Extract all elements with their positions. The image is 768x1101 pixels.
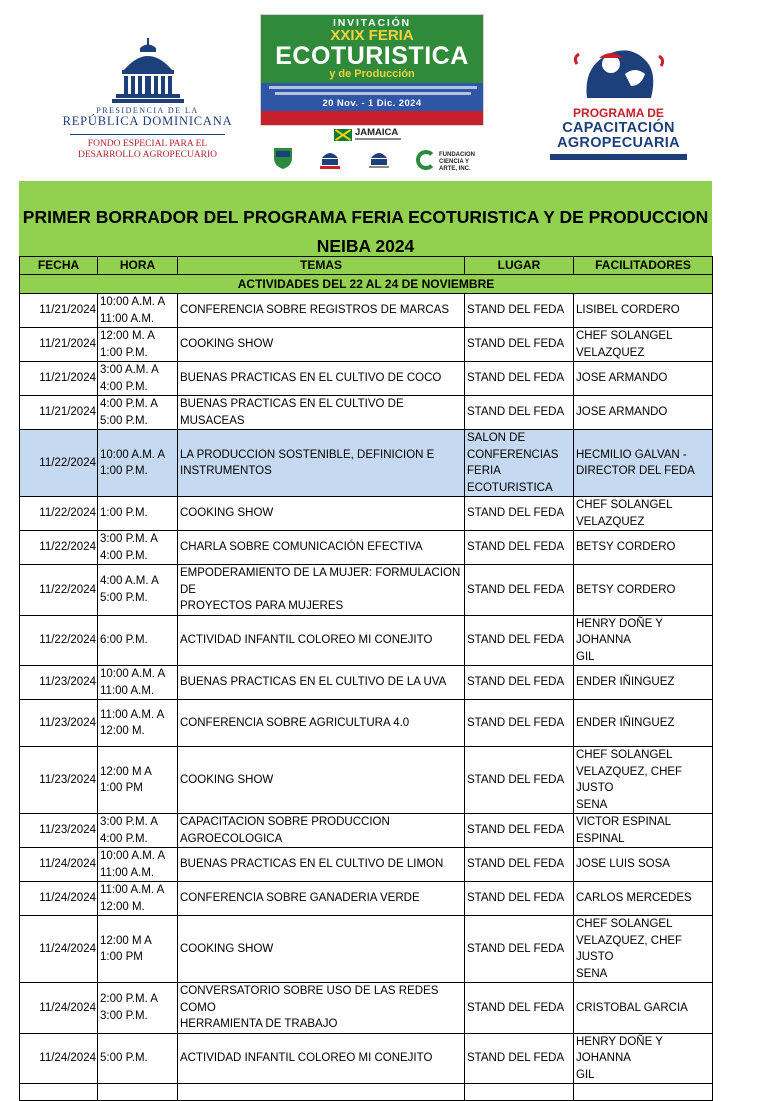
cell-tema [178,747,465,814]
cell-tema-line: CAPACITACION SOBRE PRODUCCION AGROECOLOGICA [180,816,390,845]
table-row [20,1033,713,1084]
cell-lugar-line: STAND DEL FEDA [467,1052,565,1064]
cell-facilitadores [574,294,713,328]
cell-hora-line: 12:00 M. [100,725,145,737]
logo-underline [550,154,687,160]
cell-hora-line: 3:00 P.M. [100,1009,148,1022]
cell-hora-line: 10:00 A.M. A [100,668,166,680]
cell-hora-line: 1:00 P.M. [100,346,148,359]
cell-tema [178,294,465,328]
cell-tema-line: CONFERENCIA SOBRE AGRICULTURA 4.0 [180,716,410,729]
desarrollo-label: DESARROLLO AGROPECUARIO [77,150,218,161]
cell-facilitadores-line: SENA [576,967,608,980]
capacitacion-label: CAPACITACIÓN [562,119,675,136]
cell-hora-line: 11:00 A.M. A [100,884,165,896]
agropecuaria-label: AGROPECUARIA [557,135,680,152]
cell-hora [98,497,178,531]
banner-invitation: INVITACIÓN [333,17,411,29]
cell-hora-line: 5:00 P.M. [100,1052,148,1064]
table-row [20,430,713,497]
cell-lugar [465,497,574,531]
cell-facilitadores-line: SENA [576,798,608,811]
title-line-1: PRIMER BORRADOR DEL PROGRAMA FERIA ECOTURISTICA Y DE PRODUCCION [22,207,709,227]
cell-lugar-line: CONFERENCIAS [467,448,559,461]
palace-dome-icon [110,36,186,104]
cell-hora [98,328,178,362]
cell-lugar-line: FERIA ECOTURISTICA [467,465,553,494]
cell-facilitadores [574,362,713,396]
fundacion-logo: FUNDACION CIENCIA Y ARTE, INC. [416,150,478,172]
cell-hora-line: 2:00 P.M. A [100,993,158,1006]
cell-tema-line: BUENAS PRACTICAS EN EL CULTIVO DE MUSACEAS [180,398,404,427]
cell-hora [98,700,178,747]
cell-facilitadores-line: CHEF SOLANGEL [576,918,673,930]
cell-lugar-line: STAND DEL FEDA [467,892,565,905]
table-row [20,814,713,848]
cell-facilitadores-line: JOSE ARMANDO [576,372,668,385]
col-facilitadores: FACILITADORES [574,257,713,275]
cell-hora-line: 4:00 P.M. [100,549,148,562]
cell-lugar [465,814,574,848]
cell-hora-line: 10:00 A.M. A [100,850,166,862]
cell-hora [98,565,178,616]
cell-lugar [465,848,574,882]
cell-facilitadores [574,882,713,916]
cell-fecha: 11/23/2024 [20,814,98,848]
banner-info-strip [261,83,483,113]
cell-facilitadores-line: VELAZQUEZ, CHEF JUSTO [576,765,683,794]
cell-hora [98,396,178,430]
programa-label: PROGRAMA DE [573,106,664,120]
cell-lugar-line: STAND DEL FEDA [467,824,565,837]
empty-cell [98,1084,178,1101]
cell-facilitadores-line: CHEF SOLANGEL [576,499,673,511]
cell-fecha: 11/23/2024 [20,747,98,814]
cell-lugar-line: STAND DEL FEDA [467,304,565,317]
program-table [19,256,713,1101]
table-row [20,531,713,565]
cell-lugar [465,916,574,983]
cell-lugar-line: STAND DEL FEDA [467,1001,565,1014]
cell-hora [98,916,178,983]
cell-facilitadores-line: CRISTOBAL GARCIA [576,1001,688,1014]
cell-facilitadores [574,814,713,848]
cell-lugar [465,565,574,616]
cell-hora [98,615,178,666]
cell-hora-line: 1:00 PM [100,951,143,963]
table-row [20,700,713,747]
cell-tema [178,983,465,1034]
cell-tema-line: COOKING SHOW [180,507,274,520]
table-row [20,848,713,882]
sponsor-palace-icon-1 [318,146,342,170]
programa-capacitacion-logo [546,44,691,164]
sponsor-shield-icon [272,146,294,170]
cell-facilitadores-line: GIL [576,1068,595,1081]
cell-lugar-line: STAND DEL FEDA [467,541,565,554]
cell-hora-line: 11:00 A.M. A [100,708,165,721]
cell-tema-line: BUENAS PRACTICAS EN EL CULTIVO DE LA UVA [180,676,447,689]
table-row [20,615,713,666]
cell-facilitadores [574,430,713,497]
cell-lugar [465,362,574,396]
cell-facilitadores-line: CHEF SOLANGEL [576,749,673,761]
cell-facilitadores-line: ENDER IÑINGUEZ [576,716,675,729]
cell-facilitadores-line: JOSE ARMANDO [576,406,668,419]
cell-facilitadores-line: BETSY CORDERO [576,583,676,596]
cell-tema-line: CONFERENCIA SOBRE GANADERIA VERDE [180,892,420,905]
cell-hora-line: 1:00 P.M. [100,465,148,477]
table-row [20,565,713,616]
cell-facilitadores-line: HECMILIO GALVAN - [576,448,687,461]
cell-lugar-line: STAND DEL FEDA [467,583,565,596]
cell-hora-line: 5:00 P.M. [100,414,148,427]
cell-facilitadores-line: VICTOR ESPINAL ESPINAL [576,816,671,845]
cell-lugar [465,430,574,497]
sponsor-palace-icon-2 [367,146,391,170]
fondo-label: FONDO ESPECIAL PARA EL [87,138,208,149]
cell-fecha: 11/22/2024 [20,615,98,666]
cell-facilitadores-line: GIL [576,650,595,663]
banner-name: ECOTURISTICA [275,42,469,70]
cell-tema-line: BUENAS PRACTICAS EN EL CULTIVO DE LIMON [180,858,444,871]
section-row [20,275,713,294]
cell-facilitadores-line: VELAZQUEZ, CHEF JUSTO [576,934,683,963]
cell-fecha: 11/21/2024 [20,362,98,396]
col-hora: HORA [98,257,178,275]
cell-lugar [465,666,574,700]
cell-facilitadores [574,396,713,430]
cell-facilitadores [574,700,713,747]
cell-tema-line: COOKING SHOW [180,338,274,351]
cell-lugar-line: SALON DE [467,432,526,444]
cell-tema-line: COOKING SHOW [180,942,274,955]
cell-lugar-line: STAND DEL FEDA [467,507,565,520]
cell-tema [178,497,465,531]
fundacion-c-icon [416,150,436,170]
table-row [20,396,713,430]
cell-tema-line: ACTIVIDAD INFANTIL COLOREO MI CONEJITO [180,1052,433,1064]
cell-tema [178,565,465,616]
document-title [19,181,712,256]
cell-tema-line: COOKING SHOW [180,773,274,786]
cell-tema-line: INSTRUMENTOS [180,465,272,477]
cell-tema [178,916,465,983]
cell-facilitadores-line: LISIBEL CORDERO [576,304,680,317]
cell-hora-line: 11:00 A.M. [100,866,155,879]
logo-divider [70,134,225,135]
cell-hora-line: 4:00 P.M. [100,380,148,393]
empty-cell [574,1084,713,1101]
cell-lugar [465,983,574,1034]
table-row [20,362,713,396]
republica-label: REPÚBLICA DOMINICANA [62,114,233,128]
cell-hora [98,531,178,565]
cell-facilitadores-line: DIRECTOR DEL FEDA [576,465,695,477]
cell-fecha: 11/21/2024 [20,328,98,362]
cell-facilitadores [574,916,713,983]
cell-facilitadores-line: VELAZQUEZ [576,346,645,359]
presidencia-label: PRESIDENCIA DE LA [96,106,199,115]
cell-facilitadores [574,1033,713,1084]
cell-hora-line: 12:00 M A [100,934,152,947]
cell-facilitadores [574,983,713,1034]
cell-lugar [465,615,574,666]
cell-fecha: 11/21/2024 [20,396,98,430]
table-row [20,666,713,700]
cell-lugar-line: STAND DEL FEDA [467,406,565,419]
cell-tema [178,430,465,497]
cell-facilitadores [574,615,713,666]
cell-hora [98,1033,178,1084]
cell-fecha: 11/22/2024 [20,531,98,565]
empty-cell [465,1084,574,1101]
cell-tema-line: ACTIVIDAD INFANTIL COLOREO MI CONEJITO [180,634,433,646]
cell-hora-line: 5:00 P.M. [100,591,148,604]
section-label: ACTIVIDADES DEL 22 AL 24 DE NOVIEMBRE [20,275,713,294]
cell-fecha: 11/24/2024 [20,916,98,983]
cell-lugar-line: STAND DEL FEDA [467,372,565,385]
empty-cell [20,1084,98,1101]
banner-edition: XXIX FERIA [330,27,414,44]
cell-tema [178,814,465,848]
cell-tema [178,848,465,882]
cell-tema [178,396,465,430]
table-row [20,882,713,916]
cell-facilitadores [574,747,713,814]
cell-hora-line: 12:00 M. A [100,330,155,342]
jamaica-flag-icon [334,129,352,141]
cell-lugar [465,328,574,362]
cell-tema [178,362,465,396]
cell-hora-line: 1:00 P.M. [100,507,148,520]
jamaica-label: JAMAICA [355,127,399,138]
cell-lugar [465,1033,574,1084]
cell-tema-line: HERRAMIENTA DE TRABAJO [180,1018,338,1030]
cell-lugar [465,747,574,814]
cell-facilitadores-line: ENDER IÑINGUEZ [576,676,675,689]
cell-lugar-line: STAND DEL FEDA [467,676,565,689]
cell-facilitadores [574,328,713,362]
cell-tema [178,882,465,916]
cell-lugar-line: STAND DEL FEDA [467,716,565,729]
cell-tema [178,700,465,747]
cell-hora-line: 3:00 A.M. A [100,364,159,376]
cell-facilitadores-line: VELAZQUEZ [576,515,645,528]
cell-facilitadores-line: JOSE LUIS SOSA [576,858,670,871]
cell-lugar [465,882,574,916]
cell-tema-line: CONVERSATORIO SOBRE USO DE LAS REDES COMO [180,985,439,1014]
cell-lugar-line: STAND DEL FEDA [467,338,565,351]
cell-fecha: 11/24/2024 [20,882,98,916]
cell-tema [178,1033,465,1084]
cell-lugar [465,294,574,328]
cell-tema-line: CONFERENCIA SOBRE REGISTROS DE MARCAS [180,304,450,317]
cell-facilitadores-line: HENRY DOÑE Y JOHANNA [576,617,663,646]
cell-hora-line: 11:00 A.M. [100,312,155,325]
cell-tema-line: EMPODERAMIENTO DE LA MUJER: FORMULACION DE [180,567,461,596]
cell-hora [98,848,178,882]
table-row [20,294,713,328]
cell-fecha: 11/22/2024 [20,565,98,616]
cell-fecha: 11/23/2024 [20,666,98,700]
cell-facilitadores-line: BETSY CORDERO [576,541,676,554]
table-row [20,747,713,814]
cell-hora-line: 12:00 M. [100,900,145,913]
cell-tema-line: CHARLA SOBRE COMUNICACIÓN EFECTIVA [180,541,423,554]
cell-hora-line: 4:00 P.M. A [100,398,158,410]
cell-tema-line: BUENAS PRACTICAS EN EL CULTIVO DE COCO [180,372,442,385]
table-row [20,983,713,1034]
cell-hora [98,882,178,916]
cell-facilitadores [574,497,713,531]
cell-tema [178,328,465,362]
cell-hora [98,362,178,396]
cell-tema [178,666,465,700]
cell-lugar [465,396,574,430]
title-line-2: NEIBA 2024 [316,236,415,256]
cell-hora [98,666,178,700]
col-lugar: LUGAR [465,257,574,275]
cell-fecha: 11/24/2024 [20,983,98,1034]
cell-tema [178,531,465,565]
cell-facilitadores [574,565,713,616]
cell-tema-line: PROYECTOS PARA MUJERES [180,600,344,612]
cell-lugar-line: STAND DEL FEDA [467,942,565,955]
cell-hora [98,983,178,1034]
cell-fecha: 11/24/2024 [20,1033,98,1084]
cell-lugar [465,700,574,747]
col-fecha: FECHA [20,257,98,275]
farmer-cow-icon [569,44,669,100]
cell-fecha: 11/24/2024 [20,848,98,882]
table-row [20,497,713,531]
cell-fecha: 11/23/2024 [20,700,98,747]
cell-facilitadores [574,666,713,700]
cell-hora-line: 4:00 P.M. [100,832,148,845]
col-temas: TEMAS [178,257,465,275]
cell-fecha: 11/21/2024 [20,294,98,328]
cell-lugar [465,531,574,565]
cell-hora-line: 10:00 A.M. A [100,296,166,308]
empty-cell [178,1084,465,1101]
cell-facilitadores [574,848,713,882]
cell-hora [98,430,178,497]
cell-hora [98,814,178,848]
cell-lugar-line: STAND DEL FEDA [467,773,565,786]
cell-lugar-line: STAND DEL FEDA [467,634,565,646]
cell-facilitadores-line: CARLOS MERCEDES [576,892,692,905]
cell-hora-line: 3:00 P.M. A [100,816,158,828]
cell-tema-line: LA PRODUCCION SOSTENIBLE, DEFINICION E [180,448,435,461]
feria-banner [260,14,484,126]
cell-hora-line: 1:00 PM [100,782,143,794]
jamaica-flag-badge [334,127,424,145]
banner-subtitle: y de Producción [329,68,415,80]
cell-lugar-line: STAND DEL FEDA [467,858,565,871]
cell-tema [178,615,465,666]
banner-dates: 20 Nov. - 1 Dic. 2024 [322,98,422,109]
cell-facilitadores-line: CHEF SOLANGEL [576,330,673,342]
cell-hora [98,747,178,814]
cell-hora-line: 3:00 P.M. A [100,533,158,545]
cell-hora-line: 10:00 A.M. A [100,448,166,461]
cell-fecha: 11/22/2024 [20,497,98,531]
cell-hora-line: 11:00 A.M. [100,684,155,697]
cell-hora-line: 4:00 A.M. A [100,575,159,588]
cell-hora-line: 6:00 P.M. [100,634,148,646]
empty-row [20,1084,713,1101]
table-row [20,328,713,362]
cell-facilitadores-line: HENRY DOÑE Y JOHANNA [576,1035,663,1064]
cell-facilitadores [574,531,713,565]
cell-hora [98,294,178,328]
cell-hora-line: 12:00 M A [100,765,152,778]
banner-red-strip [261,111,483,125]
cell-fecha: 11/22/2024 [20,430,98,497]
program-table-container [19,181,712,1101]
table-row [20,916,713,983]
presidencia-feda-logo [60,36,235,166]
